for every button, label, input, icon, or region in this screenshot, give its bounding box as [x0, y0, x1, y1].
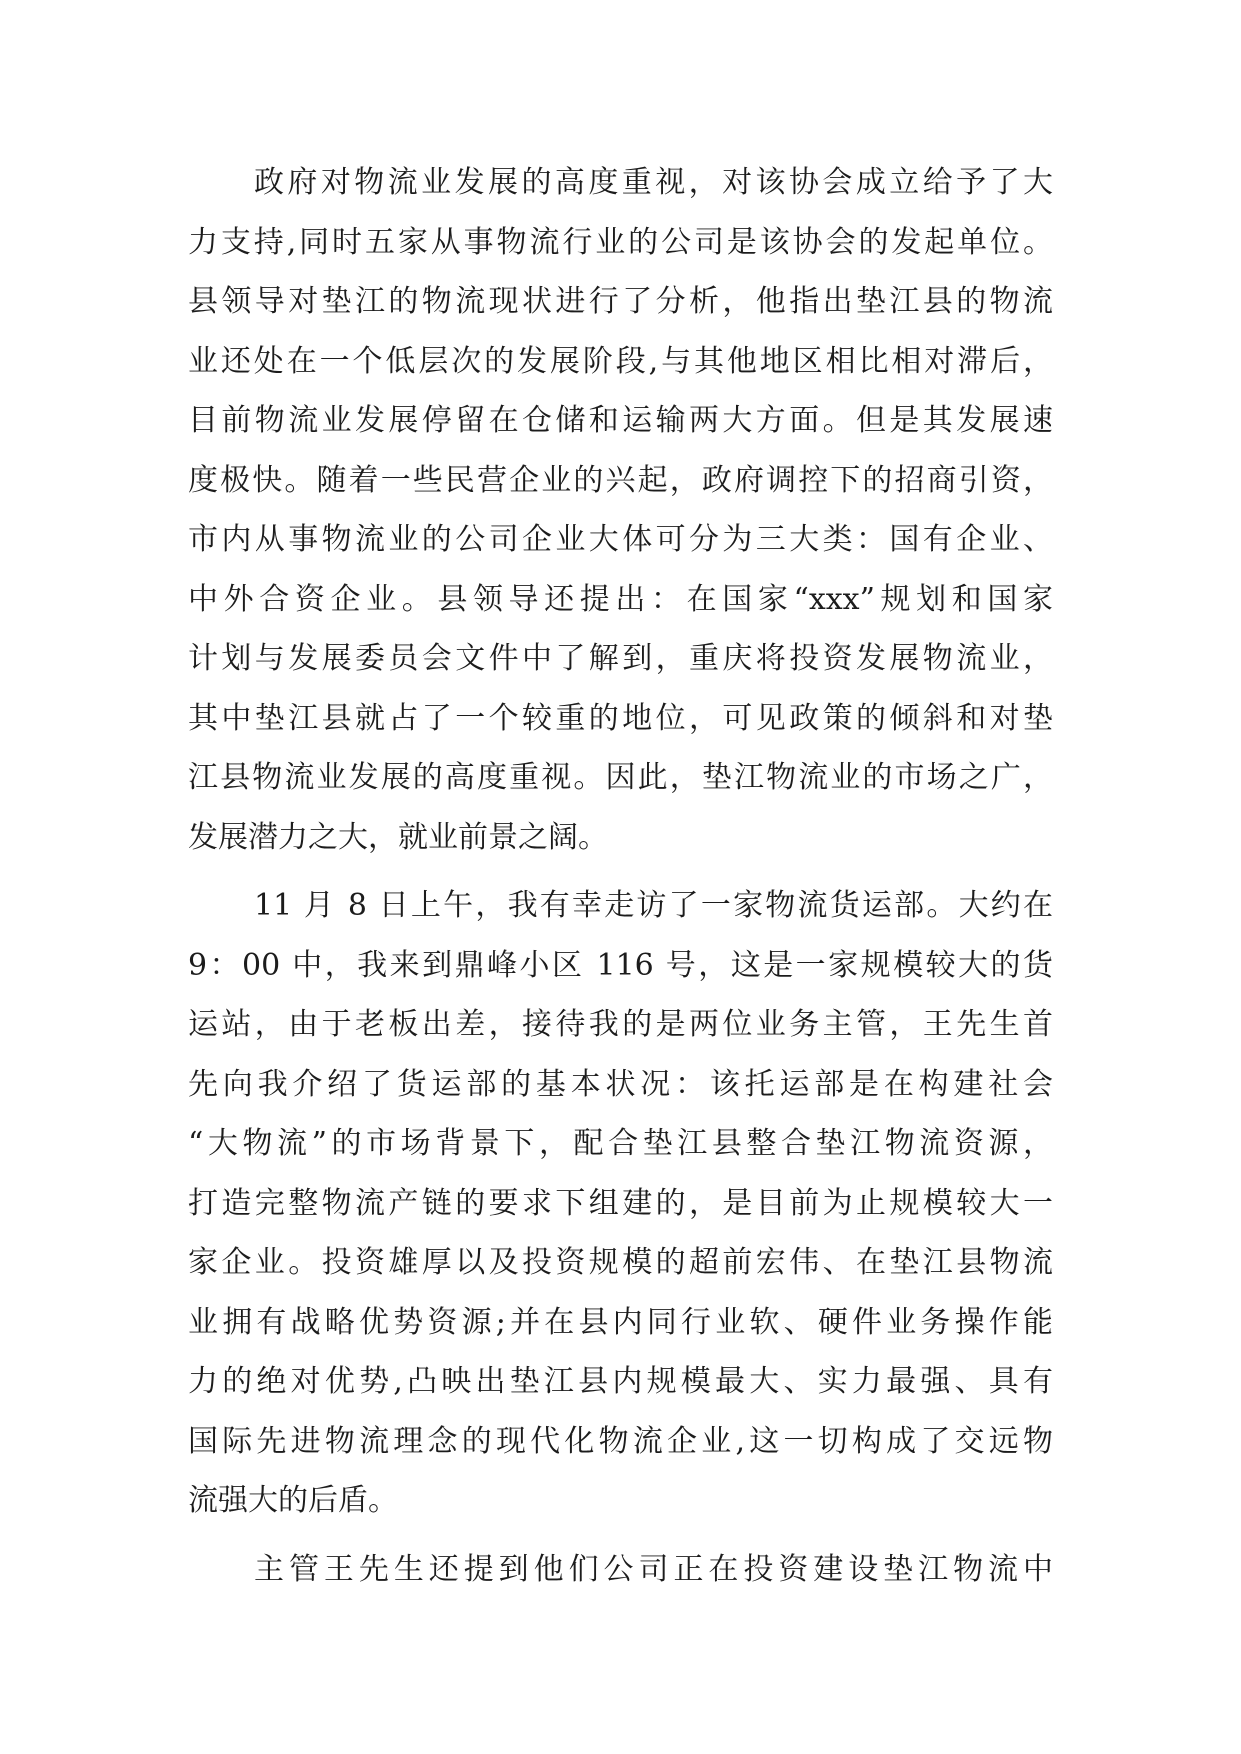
text-line: 家企业。投资雄厚以及投资规模的超前宏伟、在垫江县物流 — [188, 1245, 1053, 1280]
text-line: 其中垫江县就占了一个较重的地位，可见政策的倾斜和对垫 — [188, 700, 1053, 736]
text-line: “大物流”的市场背景下，配合垫江县整合垫江物流资源， — [188, 1126, 1053, 1161]
text-line: 市内从事物流业的公司企业大体可分为三大类：国有企业、 — [188, 522, 1053, 557]
text-line: 江县物流业发展的高度重视。因此，垫江物流业的市场之广， — [188, 760, 1053, 795]
text-line: 发展潜力之大，就业前景之阔。 — [188, 819, 608, 855]
text-line: 政府对物流业发展的高度重视，对该协会成立给予了大 — [254, 165, 1053, 200]
text-line: 力的绝对优势,凸映出垫江县内规模最大、实力最强、具有 — [188, 1364, 1053, 1399]
text-line: 国际先进物流理念的现代化物流企业,这一切构成了交远物 — [188, 1423, 1053, 1459]
text-line: 度极快。随着一些民营企业的兴起，政府调控下的招商引资， — [188, 462, 1053, 498]
body-text — [188, 153, 1053, 1599]
text-line: 中外合资企业。县领导还提出：在国家“xxx”规划和国家 — [188, 581, 1053, 617]
text-line: 业拥有战略优势资源;并在县内同行业软、硬件业务操作能 — [188, 1304, 1053, 1340]
text-line: 力支持,同时五家从事物流行业的公司是该协会的发起单位。 — [188, 224, 1053, 260]
text-line: 计划与发展委员会文件中了解到，重庆将投资发展物流业， — [188, 641, 1053, 676]
text-line: 先向我介绍了货运部的基本状况：该托运部是在构建社会 — [188, 1066, 1053, 1102]
paragraph — [188, 1540, 1053, 1600]
text-line: 11 月 8 日上午，我有幸走访了一家物流货运部。大约在 — [254, 888, 1053, 923]
text-line: 目前物流业发展停留在仓储和运输两大方面。但是其发展速 — [188, 403, 1053, 438]
paragraph — [188, 876, 1053, 1531]
text-line: 县领导对垫江的物流现状进行了分析，他指出垫江县的物流 — [188, 284, 1053, 319]
text-line: 打造完整物流产链的要求下组建的，是目前为止规模较大一 — [188, 1185, 1053, 1221]
text-line: 运站，由于老板出差，接待我的是两位业务主管，王先生首 — [188, 1007, 1053, 1042]
paragraph — [188, 153, 1053, 867]
text-line: 流强大的后盾。 — [188, 1483, 398, 1518]
text-line: 9：00 中，我来到鼎峰小区 116 号，这是一家规模较大的货 — [188, 947, 1053, 983]
text-line: 主管王先生还提到他们公司正在投资建设垫江物流中 — [254, 1551, 1053, 1587]
text-line: 业还处在一个低层次的发展阶段,与其他地区相比相对滞后， — [188, 343, 1053, 379]
